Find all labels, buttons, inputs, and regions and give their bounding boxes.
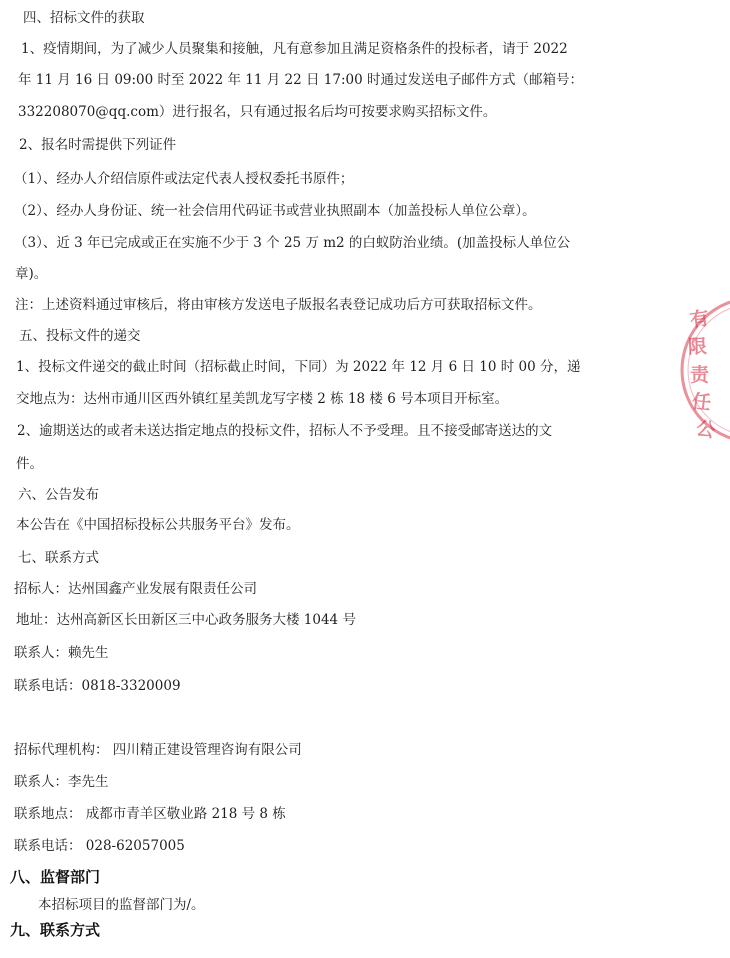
- section-4-paragraph-1-line-3: 332208070@qq.com）进行报名，只有通过报名后均可按要求购买招标文件。: [18, 104, 497, 120]
- svg-text:有: 有: [688, 307, 711, 332]
- section-5-paragraph-2-line-2: 件。: [16, 456, 43, 472]
- section-8-text: 本招标项目的监督部门为/。: [38, 897, 205, 913]
- svg-text:限: 限: [687, 335, 708, 359]
- section-4-heading: 四、招标文件的获取: [23, 10, 145, 26]
- tenderer-phone: 联系电话：0818-3320009: [14, 678, 181, 694]
- section-4-paragraph-1-line-2: 年 11 月 16 日 09:00 时至 2022 年 11 月 22 日 17:00 时通过发送电子邮件方式（邮箱号：: [18, 72, 583, 88]
- section-8-heading: 八、监督部门: [10, 868, 101, 886]
- section-4-paragraph-1-line-1: 1、疫情期间，为了减少人员聚集和接触，凡有意参加且满足资格条件的投标者，请于 2022: [21, 41, 568, 57]
- registration-note: 注：上述资料通过审核后，将由审核方发送电子版报名表登记成功后方可获取招标文件。: [15, 297, 542, 313]
- svg-text:公: 公: [694, 417, 718, 443]
- document-item-1: （1）、经办人介绍信原件或法定代表人授权委托书原件；: [14, 171, 354, 187]
- section-6-text: 本公告在《中国招标投标公共服务平台》发布。: [16, 517, 300, 533]
- company-seal: [676, 290, 730, 460]
- section-5-paragraph-1-line-2: 交地点为：达州市通川区西外镇红星美凯龙写字楼 2 栋 18 楼 6 号本项目开标室。: [16, 391, 509, 407]
- tenderer-name: 招标人：达州国鑫产业发展有限责任公司: [14, 581, 257, 597]
- section-5-paragraph-1-line-1: 1、投标文件递交的截止时间（招标截止时间，下同）为 2022 年 12 月 6 日 10 时 00 分，递: [16, 359, 581, 375]
- agency-address: 联系地点： 成都市青羊区敬业路 218 号 8 栋: [14, 806, 286, 822]
- section-4-paragraph-2: 2、报名时需提供下列证件: [19, 137, 177, 153]
- svg-text:责: 责: [690, 364, 710, 386]
- agency-contact: 联系人：李先生: [14, 774, 109, 790]
- svg-text:任: 任: [690, 390, 713, 415]
- agency-name: 招标代理机构： 四川精正建设管理咨询有限公司: [14, 742, 302, 758]
- section-7-heading: 七、联系方式: [18, 550, 99, 566]
- tenderer-contact: 联系人：赖先生: [14, 645, 109, 661]
- document-item-2: （2）、经办人身份证、统一社会信用代码证书或营业执照副本（加盖投标人单位公章）。: [14, 203, 536, 219]
- tenderer-address: 地址：达州高新区长田新区三中心政务服务大楼 1044 号: [16, 612, 356, 628]
- section-5-heading: 五、投标文件的递交: [19, 328, 141, 344]
- section-6-heading: 六、公告发布: [18, 487, 99, 503]
- document-item-3-line-1: （3）、近 3 年已完成或正在实施不少于 3 个 25 万 m2 的白蚁防治业绩。(加盖投标人单位公: [14, 235, 571, 251]
- section-9-heading: 九、联系方式: [10, 921, 101, 939]
- agency-phone: 联系电话： 028-62057005: [14, 838, 185, 854]
- document-item-3-line-2: 章)。: [15, 266, 48, 282]
- section-5-paragraph-2-line-1: 2、逾期送达的或者未送达指定地点的投标文件，招标人不予受理。且不接受邮寄送达的文: [17, 423, 553, 439]
